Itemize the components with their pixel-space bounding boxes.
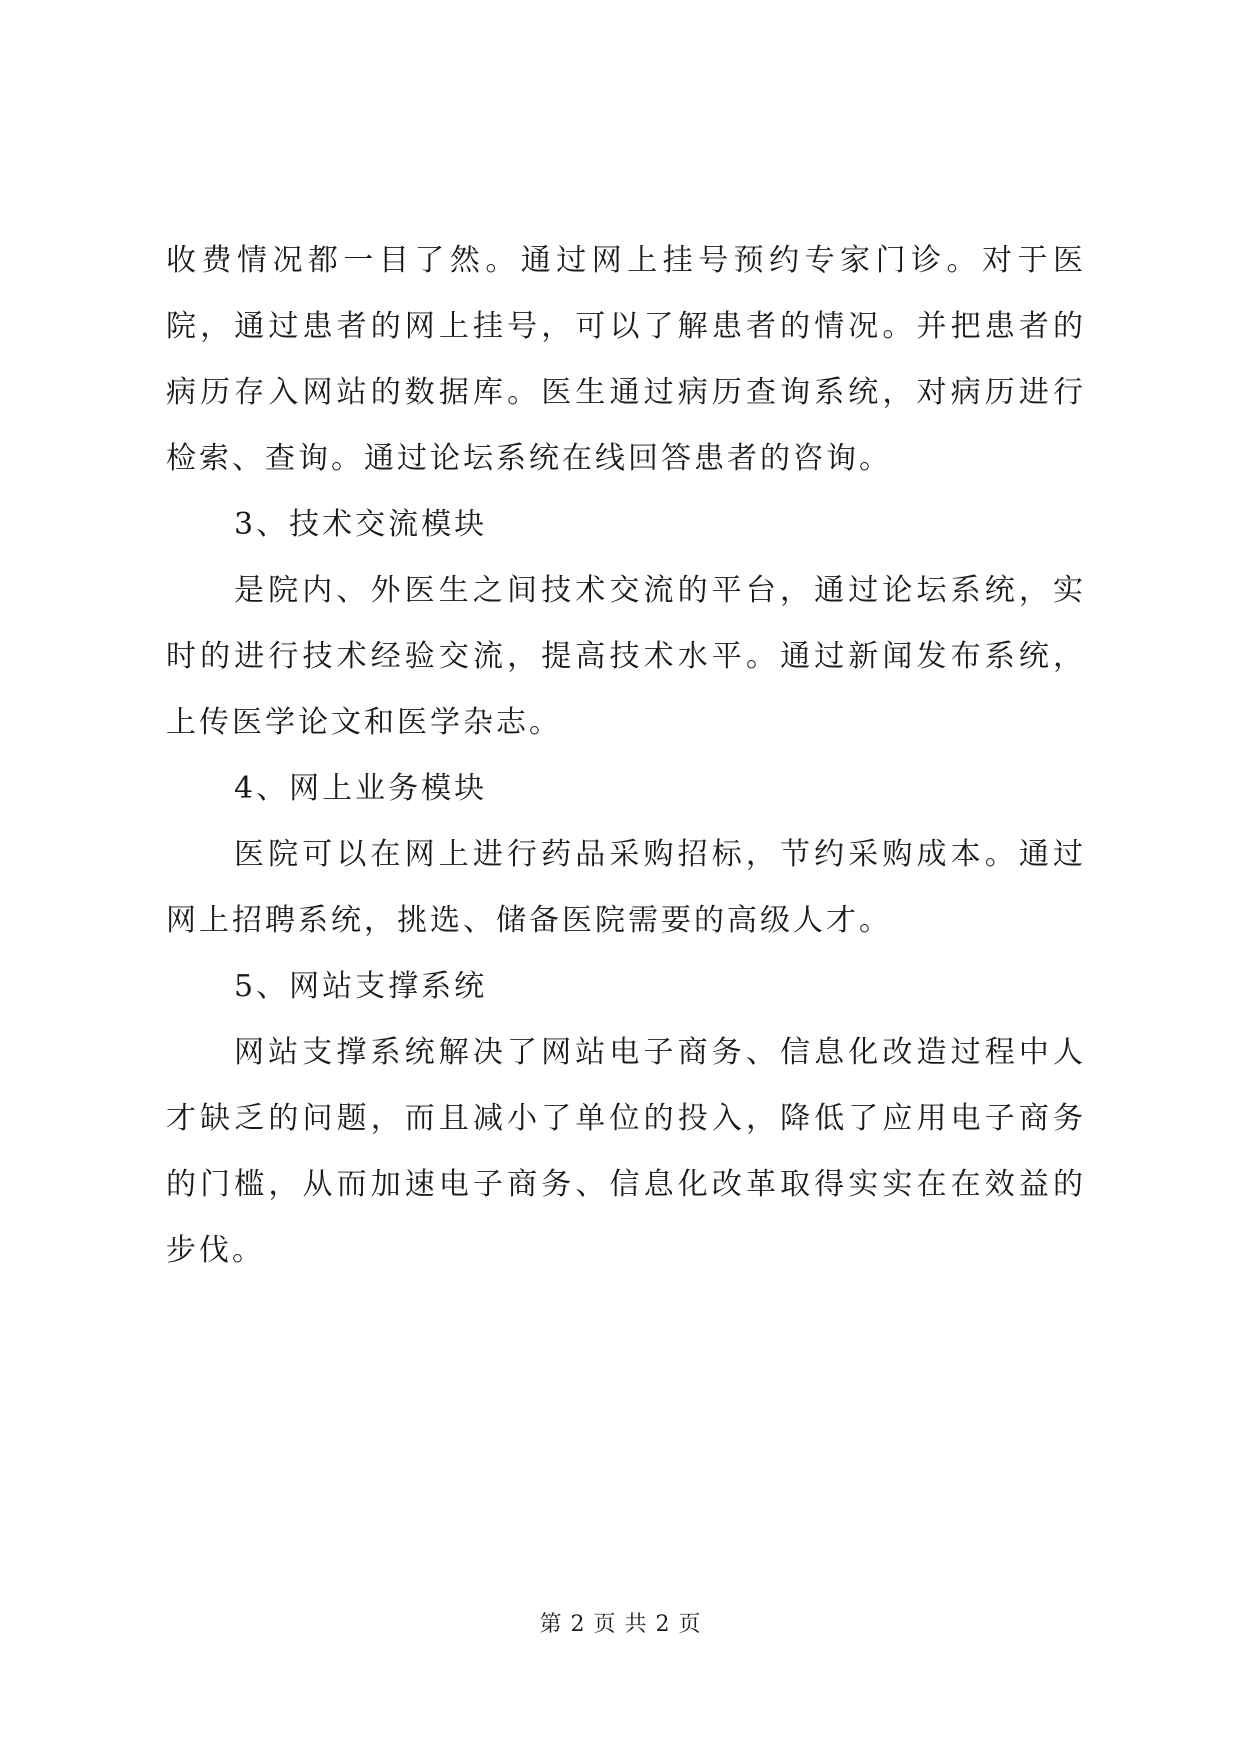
page-number-label: 第 2 页 共 2 页 [539,1612,702,1637]
section-heading-4: 4、网上业务模块 [234,771,488,806]
document-body [166,228,1086,1284]
paragraph-site-support: 网站支撑系统解决了网站电子商务、信息化改造过程中人才缺乏的问题，而且减小了单位的投入，降低了应用电子商务的门槛，从而加速电子商务、信息化改革取得实实在在效益的步伐。 [166,1035,1086,1268]
section-heading-5: 5、网站支撑系统 [234,969,488,1004]
paragraph-online-business: 医院可以在网上进行药品采购招标，节约采购成本。通过网上招聘系统，挑选、储备医院需要的高级人才。 [166,837,1086,938]
paragraph-continuation: 收费情况都一目了然。通过网上挂号预约专家门诊。对于医院，通过患者的网上挂号，可以了解患者的情况。并把患者的病历存入网站的数据库。医生通过病历查询系统，对病历进行检索、查询。通过论坛系统在线回答患者的咨询。 [166,243,1086,476]
page-footer [0,1610,1241,1640]
section-heading-3: 3、技术交流模块 [234,507,488,542]
paragraph-tech-exchange: 是院内、外医生之间技术交流的平台，通过论坛系统，实时的进行技术经验交流，提高技术水平。通过新闻发布系统，上传医学论文和医学杂志。 [166,573,1086,740]
